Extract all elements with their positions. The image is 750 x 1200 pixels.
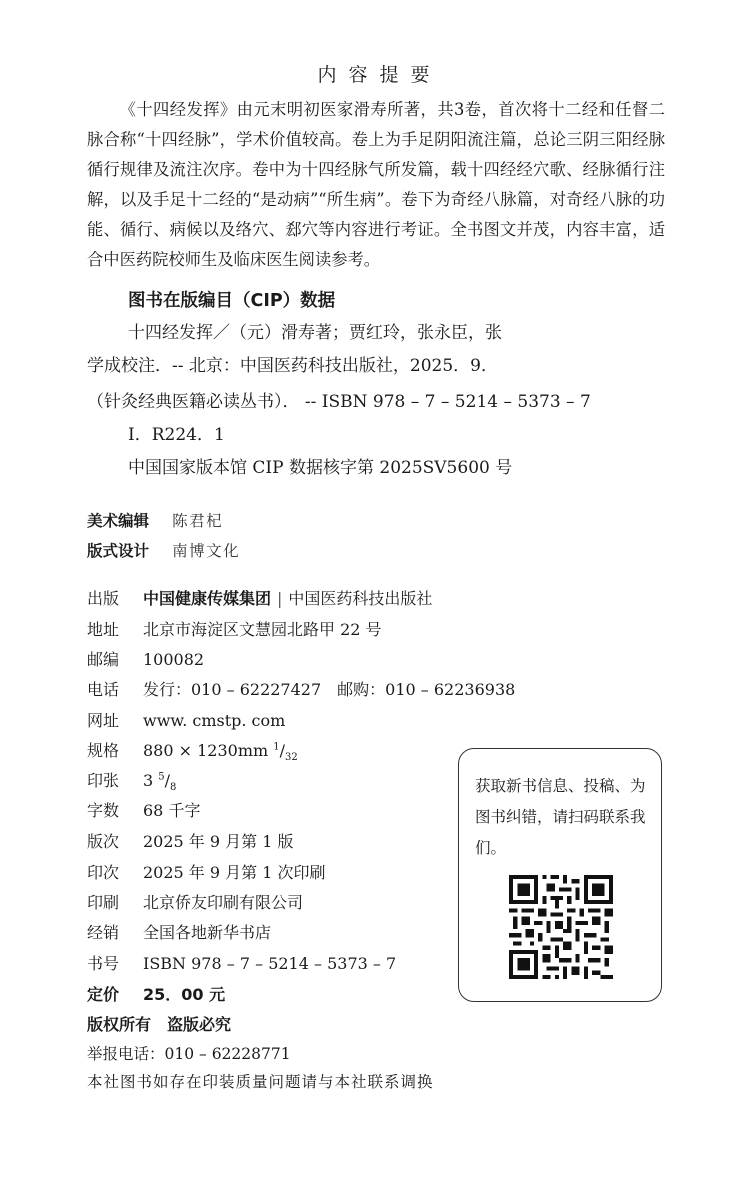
format-row: 规格 880 × 1230mm $^1/_{32}$ bbox=[87, 738, 298, 763]
isbn-value: ISBN 978 – 7 – 5214 – 5373 – 7 bbox=[143, 954, 397, 973]
website-row bbox=[87, 708, 285, 731]
cip-line-4: Ⅰ．R224．1 bbox=[128, 425, 225, 445]
art-editor-label: 美术编辑 bbox=[87, 512, 150, 530]
layout-design-value: 南博文化 bbox=[172, 542, 241, 560]
price-row bbox=[87, 982, 225, 1005]
quality-notice: 本社图书如存在印装质量问题请与本社联系调换 bbox=[87, 1073, 434, 1091]
cip-line-1: 十四经发挥／（元）滑寿著；贾红玲，张永臣，张 bbox=[128, 323, 502, 343]
format-fraction-denominator: 32 bbox=[285, 752, 298, 764]
publisher-label: 出版 bbox=[87, 589, 120, 608]
sheets-row: 印张 3 $^5/_8$ bbox=[87, 768, 176, 793]
printing-label: 印次 bbox=[87, 863, 120, 882]
price-value: 25．00 元 bbox=[143, 985, 226, 1004]
copyright-notice: 版权所有 盗版必究 bbox=[87, 1015, 232, 1034]
address-value: 北京市海淀区文慧园北路甲 22 号 bbox=[143, 620, 382, 639]
layout-design-label: 版式设计 bbox=[87, 542, 150, 560]
cip-line-5: 中国国家版本馆 CIP 数据核字第 2025SV5600 号 bbox=[128, 458, 513, 478]
publisher-name: 中国医药科技出版社 bbox=[288, 589, 433, 608]
cip-heading: 图书在版编目（CIP）数据 bbox=[128, 291, 336, 311]
sheets-fraction-denominator: 8 bbox=[170, 782, 177, 794]
qr-code-icon[interactable] bbox=[509, 875, 613, 979]
format-label: 规格 bbox=[87, 741, 120, 760]
distributor-value: 全国各地新华书店 bbox=[143, 923, 272, 942]
website-value: www. cmstp. com bbox=[143, 711, 286, 730]
word-count-value: 68 千字 bbox=[143, 801, 201, 820]
report-phone: 举报电话：010 – 62228771 bbox=[87, 1045, 291, 1063]
printing-value: 2025 年 9 月第 1 次印刷 bbox=[143, 863, 326, 882]
address-label: 地址 bbox=[87, 620, 120, 639]
format-fraction-numerator: 1 bbox=[273, 741, 280, 753]
publisher-separator: | bbox=[277, 589, 283, 608]
distributor-label: 经销 bbox=[87, 923, 120, 942]
distributor-row bbox=[87, 920, 271, 943]
phone-row bbox=[87, 677, 515, 700]
sheets-fraction-numerator: 5 bbox=[158, 771, 165, 783]
cip-line-3: （针灸经典医籍必读丛书）． -- ISBN 978 – 7 – 5214 – 5373 – 7 bbox=[87, 392, 591, 412]
website-label: 网址 bbox=[87, 711, 120, 730]
layout-design-row bbox=[87, 539, 240, 561]
summary-title: 内 容 提 要 bbox=[317, 64, 433, 86]
edition-value: 2025 年 9 月第 1 版 bbox=[143, 832, 294, 851]
address-row bbox=[87, 617, 382, 640]
edition-label: 版次 bbox=[87, 832, 120, 851]
publisher-group: 中国健康传媒集团 bbox=[143, 589, 272, 608]
summary-paragraph: 《十四经发挥》由元末明初医家滑寿所著，共3卷，首次将十二经和任督二脉合称“十四经脉”，学术价值较高。卷上为手足阴阳流注篇，总论三阴三阳经脉循行规律及流注次序。卷中为十四经脉气所发篇，载十四经经穴歌、经脉循行注解，以及手足十二经的“是动病”“所生病”。卷下为奇经八脉篇，对奇经八脉的功能、循行、病候以及络穴、郄穴等内容进行考证。全书图文并茂，内容丰富，适合中医药院校师生及临床医生阅读参考。 bbox=[87, 100, 665, 269]
sheets-label: 印张 bbox=[87, 771, 120, 790]
printer-label: 印刷 bbox=[87, 893, 120, 912]
format-value: 880 × 1230mm bbox=[143, 741, 269, 760]
word-count-row bbox=[87, 798, 200, 821]
price-label: 定价 bbox=[87, 985, 120, 1004]
publisher-row bbox=[87, 586, 432, 609]
isbn-label: 书号 bbox=[87, 954, 120, 973]
art-editor-value: 陈君杞 bbox=[172, 512, 224, 530]
zip-label: 邮编 bbox=[87, 650, 120, 669]
edition-row bbox=[87, 829, 294, 852]
printing-row bbox=[87, 860, 326, 883]
art-editor-row bbox=[87, 509, 223, 531]
word-count-label: 字数 bbox=[87, 801, 120, 820]
printer-value: 北京侨友印刷有限公司 bbox=[143, 893, 304, 912]
isbn-row bbox=[87, 951, 396, 974]
phone-value: 发行：010 – 62227427 邮购：010 – 62236938 bbox=[143, 680, 516, 699]
sheets-value: 3 bbox=[143, 771, 154, 790]
printer-row bbox=[87, 890, 303, 913]
zip-value: 100082 bbox=[143, 650, 205, 669]
qr-panel-text: 获取新书信息、投稿、为图书纠错，请扫码联系我们。 bbox=[475, 777, 646, 857]
zip-row bbox=[87, 647, 204, 670]
qr-panel bbox=[458, 748, 662, 1002]
phone-label: 电话 bbox=[87, 680, 120, 699]
cip-line-2: 学成校注．-- 北京：中国医药科技出版社，2025．9． bbox=[87, 356, 498, 376]
